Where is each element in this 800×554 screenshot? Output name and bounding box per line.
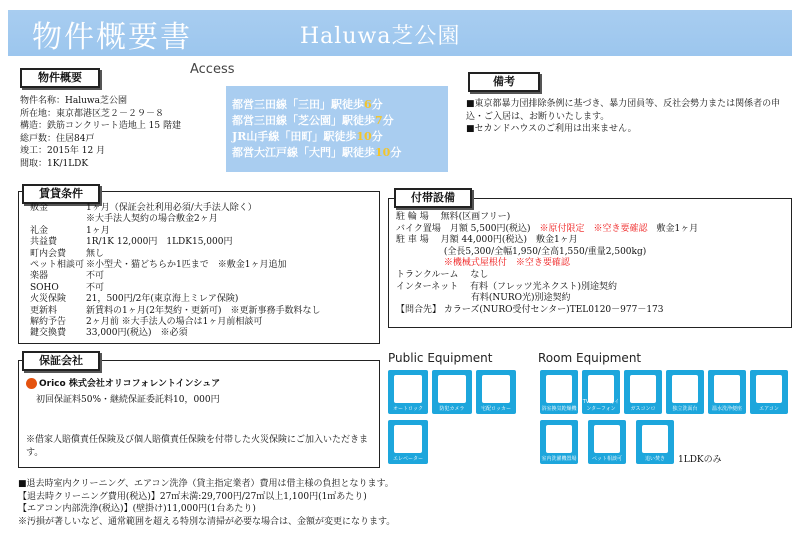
facilities-label: 付帯設備	[394, 188, 472, 208]
rent-row: 敷金 1ヶ月（保証会社利用必須/大手法人除く）	[30, 203, 257, 213]
page-title: 物件概要書	[32, 20, 192, 55]
rent-row: ※大手法人契約の場合敷金2ヶ月	[86, 214, 218, 225]
rent-row: 鍵交換費 33,000円(税込) ※必須	[30, 328, 188, 339]
access-title: Access	[190, 62, 235, 77]
reheat-bath-icon: 追い焚き	[636, 420, 674, 464]
reheat-note: 1LDKのみ	[678, 455, 722, 465]
rent-row: 町内会費 無し	[30, 248, 105, 259]
public-equipment-title: Public Equipment	[388, 351, 493, 365]
security-camera-icon: 防犯カメラ	[432, 370, 472, 414]
guarantor-label: 保証会社	[22, 351, 100, 371]
room-equipment-title: Room Equipment	[538, 351, 642, 365]
footer-notes	[18, 478, 395, 528]
facility-line: 駐 輪 場 無料(区画フリー)	[396, 212, 511, 222]
facility-line: (全長5,300/全幅1,950/全高1,550/重量2,500kg)	[396, 246, 647, 257]
orico-mark-icon	[26, 378, 37, 389]
footer-line: 【エアコン内部洗浄(税込)】(壁掛け)11,000円(1台あたり)	[18, 504, 256, 515]
rent-row: ペット相談可 ※小型犬・猫どちらか1匹まで ※敷金1ヶ月追加	[30, 260, 287, 271]
footer-line: ■退去時室内クリーニング、エアコン洗浄（貸主指定業者）費用は借主様の負担となります。	[18, 479, 394, 489]
rent-row: 更新料 新賃料の1ヶ月(2年契約・更新可) ※更新事務手数料なし	[30, 305, 321, 316]
delivery-locker-icon: 宅配ロッカー	[476, 370, 516, 414]
bath-dryer-icon: 浴室換気乾燥機	[540, 370, 578, 414]
rent-row: 楽器 不可	[30, 271, 105, 282]
access-box	[226, 86, 448, 172]
notes-line: ■東京都暴力団排除条例に基づき、暴力団員等、反社会勢力または関係者の申込・ご入居は、お断りいたします。	[466, 99, 781, 122]
access-line: 都営大江戸線「大門」駅徒歩10分	[232, 146, 402, 159]
rent-row: 解約予告 2ヶ月前 ※大手法人の場合は1ヶ月前相談可	[30, 317, 263, 328]
notes-text	[466, 98, 792, 136]
pet-icon: ペット相談可	[588, 420, 626, 464]
facility-line: 【問合先】 カラーズ(NURO受付センター)TEL0120－977－173	[396, 304, 664, 315]
washlet-icon: 温水洗浄便座	[708, 370, 746, 414]
independent-washroom-icon: 独立洗面台	[666, 370, 704, 414]
access-line: 都営三田線「芝公園」駅徒歩7分	[232, 114, 394, 127]
overview-line: 所在地：東京都港区芝２－２９－８	[20, 108, 165, 119]
property-name: Haluwa芝公園	[300, 24, 461, 49]
footer-line: ※汚損が著しいなど、通常範囲を超える特別な清掃が必要な場合は、金額が変更になります。	[18, 516, 396, 527]
overview-line: 竣工：2015年 12 月	[20, 146, 106, 157]
overview-label: 物件概要	[20, 68, 100, 88]
tv-intercom-icon: TVモニター付インターフォン	[582, 370, 620, 414]
orico-logo: Orico 株式会社オリコフォレントインシュア	[26, 376, 220, 389]
notes-line: ■セカンドハウスのご利用は出来ません。	[466, 124, 637, 135]
notes-label: 備考	[468, 72, 540, 92]
facility-line: 有料(NURO光)別途契約	[396, 293, 571, 304]
footer-line: 【退去時クリーニング費用(税込)】27㎡未満:29,700円/27㎡以上1,100円(1㎡あたり)	[18, 491, 367, 502]
insurance-note: ※借家人賠償責任保険及び個人賠償責任保険を付帯した火災保険にご加入いただきます。	[26, 435, 369, 458]
rent-table	[30, 203, 320, 340]
overview-line: 総戸数：住居84戸	[20, 133, 95, 144]
access-line: 都営三田線「三田」駅徒歩6分	[232, 98, 383, 111]
overview-line: 物件名称：Haluwa芝公園	[20, 96, 127, 106]
facility-line: ※機械式屋根付 ※空き要確認	[396, 258, 570, 269]
washer-space-icon: 室内洗濯機置場	[540, 420, 578, 464]
rent-row: 共益費 1R/1K 12,000円 1LDK15,000円	[30, 237, 233, 248]
overview-line: 構造：鉄筋コンクリート造地上 15 階建	[20, 121, 181, 132]
facility-line: トランクルーム なし	[396, 269, 489, 280]
header-banner	[8, 10, 792, 56]
elevator-icon: エレベーター	[388, 420, 428, 464]
rent-row: SOHO 不可	[30, 282, 105, 293]
guarantor-fee: 初回保証料50%・継続保証委託料10，000円	[36, 395, 220, 405]
access-line: JR山手線「田町」駅徒歩10分	[232, 130, 383, 143]
air-conditioner-icon: エアコン	[750, 370, 788, 414]
rent-row: 礼金 1ヶ月	[30, 225, 110, 236]
facilities-text	[396, 212, 698, 316]
overview-list	[20, 95, 181, 171]
facility-line: 駐 車 場 月額 44,000円(税込) 敷金1ヶ月	[396, 235, 578, 246]
gas-stove-icon: ガスコンロ	[624, 370, 662, 414]
facility-line: バイク置場 月額 5,500円(税込) ※原付限定 ※空き要確認 敷金1ヶ月	[396, 223, 699, 234]
overview-line: 間取：1K/1LDK	[20, 158, 89, 169]
rent-row: 火災保険 21，500円/2年(東京海上ミレア保険)	[30, 294, 239, 305]
auto-lock-icon: オートロック	[388, 370, 428, 414]
facility-line: インターネット 有料（フレッツ光ネクスト)別途契約	[396, 281, 618, 292]
rent-label: 賃貸条件	[22, 184, 100, 204]
